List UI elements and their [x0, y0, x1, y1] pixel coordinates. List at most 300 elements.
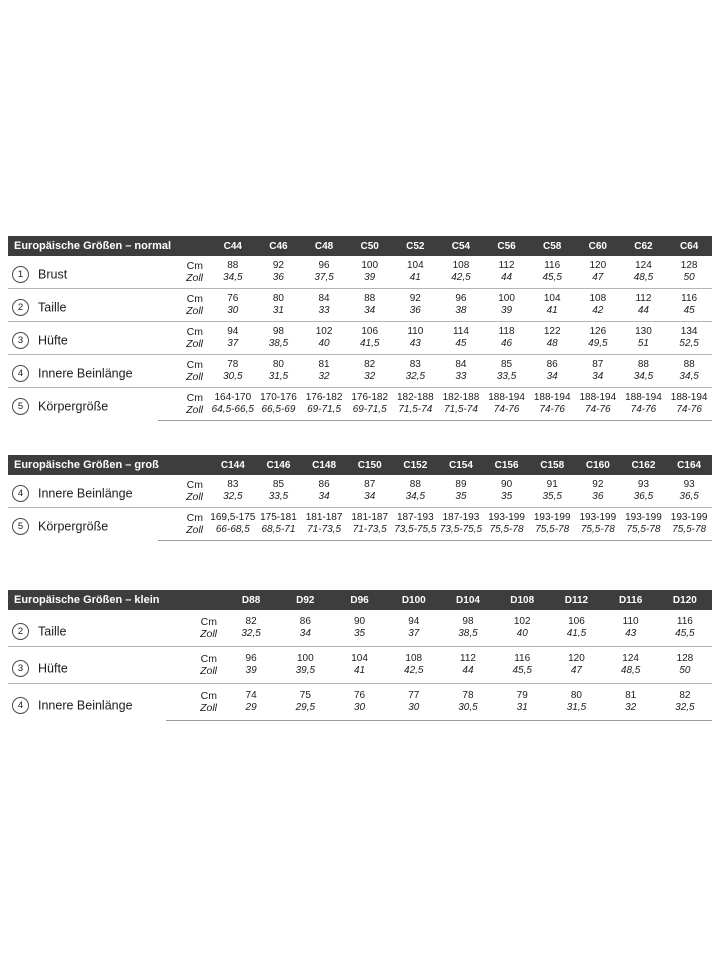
measurement-row-cm: [8, 322, 712, 339]
measurement-row-cm: [8, 256, 712, 272]
size-table-grid: [8, 236, 712, 421]
zoll-value: 48,5: [620, 665, 641, 676]
zoll-value: 36,5: [679, 491, 699, 502]
cm-value: 116: [495, 647, 549, 666]
row-number-badge: 5: [12, 398, 29, 415]
unit-zoll-label: Zoll: [186, 491, 204, 503]
zoll-value: 75,5-78: [666, 524, 712, 541]
cm-value: 84: [438, 355, 484, 372]
zoll-value: 34: [592, 371, 604, 382]
size-column-header: D116: [604, 590, 658, 610]
zoll-value: 48: [546, 338, 558, 349]
cm-value: 116: [666, 289, 712, 306]
zoll-value: 31: [272, 305, 284, 316]
zoll-value: 37: [408, 628, 420, 639]
zoll-value: 74-76: [484, 404, 530, 421]
cm-value: 74: [224, 684, 278, 703]
row-label: Innere Beinlänge: [38, 366, 133, 380]
measurement-row-cm: [8, 388, 712, 405]
row-label-cell: [8, 388, 158, 421]
size-column-header: D104: [441, 590, 495, 610]
cm-value: 187-193: [393, 508, 439, 525]
cm-value: 176-182: [347, 388, 393, 405]
cm-value: 90: [353, 616, 366, 627]
zoll-value: 32,5: [405, 371, 426, 382]
cm-value: 98: [256, 322, 302, 339]
cm-value: 86: [299, 616, 311, 627]
zoll-value: 30: [387, 702, 441, 721]
size-column-header: C154: [438, 455, 484, 475]
zoll-value: 69-71,5: [301, 404, 347, 421]
zoll-value: 73,5-75,5: [438, 524, 484, 541]
row-label: Körpergröße: [38, 519, 109, 534]
zoll-value: 71,5-74: [438, 404, 484, 421]
cm-value: 88: [409, 479, 421, 490]
cm-value: 100: [278, 647, 332, 666]
zoll-value: 35: [353, 628, 366, 639]
zoll-value: 36: [409, 305, 421, 316]
zoll-value: 32,5: [241, 628, 261, 639]
table-title: Europäische Größen – klein: [8, 590, 224, 610]
zoll-value: 39,5: [295, 665, 316, 676]
zoll-value: 32: [364, 371, 376, 382]
unit-zoll-label: Zoll: [166, 702, 224, 721]
zoll-value: 43: [409, 338, 421, 349]
zoll-value: 31,5: [268, 371, 289, 382]
zoll-value: 30: [332, 702, 386, 721]
cm-value: 85: [272, 479, 285, 490]
unit-zoll-label: Zoll: [186, 305, 203, 317]
zoll-value: 75,5-78: [575, 524, 621, 541]
zoll-value: 34: [364, 491, 376, 502]
row-number-badge: 3: [12, 660, 29, 677]
measurement-row-cm: [8, 508, 712, 525]
zoll-value: 32: [318, 371, 330, 382]
cm-value: 120: [589, 260, 607, 271]
zoll-value: 44: [501, 272, 513, 283]
cm-value: 128: [658, 647, 712, 666]
cm-value: 79: [495, 684, 549, 703]
row-number-badge: 4: [12, 365, 29, 382]
cm-value: 181-187: [301, 508, 347, 525]
cm-value: 181-187: [347, 508, 393, 525]
size-column-header: D120: [658, 590, 712, 610]
zoll-value: 74-76: [621, 404, 667, 421]
cm-value: 96: [438, 289, 484, 306]
cm-value: 86: [529, 355, 575, 372]
cm-value: 78: [210, 355, 256, 372]
row-label: Taille: [38, 300, 67, 314]
cm-value: 82: [658, 684, 712, 703]
row-number-badge: 2: [12, 299, 29, 316]
row-label: Hüfte: [38, 661, 68, 675]
zoll-value: 45,5: [512, 665, 532, 676]
table-title: Europäische Größen – normal: [8, 236, 210, 256]
row-label: Hüfte: [38, 333, 68, 347]
cm-value: 126: [575, 322, 621, 339]
cm-value: 193-199: [529, 508, 575, 525]
cm-value: 124: [635, 260, 652, 271]
zoll-value: 51: [637, 338, 649, 349]
table-header-row: [8, 590, 712, 610]
row-label-cell: [8, 647, 166, 684]
size-column-header: C164: [666, 455, 712, 475]
cm-value: 76: [332, 684, 386, 703]
size-column-header: C50: [347, 236, 393, 256]
zoll-value: 41: [409, 272, 421, 283]
cm-value: 85: [484, 355, 530, 372]
cm-value: 110: [393, 322, 439, 339]
row-number-badge: 4: [12, 697, 29, 714]
zoll-value: 75,5-78: [484, 524, 530, 541]
cm-value: 76: [210, 289, 256, 306]
cm-value: 104: [529, 289, 575, 306]
cm-value: 188-194: [484, 388, 530, 405]
cm-value: 164-170: [210, 388, 256, 405]
zoll-value: 36: [272, 272, 284, 283]
cm-value: 89: [455, 479, 467, 490]
cm-value: 176-182: [301, 388, 347, 405]
cm-value: 88: [227, 260, 239, 271]
unit-cm-label: Cm: [186, 479, 204, 491]
cm-value: 110: [622, 616, 639, 627]
row-label: Innere Beinlänge: [38, 698, 133, 713]
unit-zoll-label: Zoll: [200, 628, 217, 640]
size-column-header: D92: [278, 590, 332, 610]
unit-zoll-label: Zoll: [200, 665, 217, 677]
zoll-value: 75,5-78: [621, 524, 667, 541]
zoll-value: 31: [495, 702, 549, 721]
zoll-value: 34: [299, 628, 311, 639]
cm-value: 94: [210, 322, 256, 339]
zoll-value: 49,5: [588, 338, 608, 349]
size-column-header: C148: [301, 455, 347, 475]
zoll-value: 43: [625, 628, 637, 639]
zoll-value: 34: [546, 371, 558, 382]
size-column-header: C44: [210, 236, 256, 256]
zoll-value: 40: [318, 338, 330, 349]
zoll-value: 35: [501, 491, 513, 502]
cm-value: 92: [393, 289, 439, 306]
zoll-value: 71-73,5: [347, 524, 393, 541]
size-column-header: C60: [575, 236, 621, 256]
size-table-normal: [8, 236, 712, 421]
cm-value: 112: [621, 289, 667, 306]
zoll-value: 42: [592, 305, 604, 316]
size-column-header: C150: [347, 455, 393, 475]
cm-value: 100: [361, 260, 379, 271]
unit-zoll-label: Zoll: [158, 524, 210, 541]
zoll-value: 45,5: [542, 272, 562, 283]
cm-value: 108: [575, 289, 621, 306]
row-number-badge: 1: [12, 266, 29, 283]
zoll-value: 45: [455, 338, 467, 349]
unit-zoll-label: Zoll: [186, 371, 203, 383]
zoll-value: 34,5: [223, 272, 243, 283]
cm-value: 81: [604, 684, 658, 703]
zoll-value: 39: [245, 665, 257, 676]
row-label: Körpergröße: [38, 399, 109, 414]
cm-value: 134: [666, 322, 712, 339]
size-column-header: C156: [484, 455, 530, 475]
unit-cm-label: Cm: [186, 260, 203, 272]
cm-value: 175-181: [256, 508, 302, 525]
cm-value: 112: [441, 647, 495, 666]
row-number-badge: 4: [12, 485, 29, 502]
zoll-value: 46: [501, 338, 513, 349]
cm-value: 193-199: [484, 508, 530, 525]
cm-value: 80: [549, 684, 603, 703]
cm-value: 102: [513, 616, 531, 627]
zoll-value: 41: [353, 665, 366, 676]
zoll-value: 34: [318, 491, 330, 502]
row-label-cell: [8, 610, 166, 647]
cm-value: 116: [676, 616, 693, 627]
cm-value: 116: [544, 260, 561, 271]
zoll-value: 52,5: [679, 338, 699, 349]
measurement-row-cm: [8, 475, 712, 491]
table-title: Europäische Größen – groß: [8, 455, 210, 475]
cm-value: 188-194: [575, 388, 621, 405]
zoll-value: 36: [592, 491, 604, 502]
zoll-value: 29,5: [278, 702, 332, 721]
zoll-value: 33,5: [496, 371, 517, 382]
zoll-value: 35: [455, 491, 467, 502]
zoll-value: 73,5-75,5: [393, 524, 439, 541]
zoll-value: 33: [318, 305, 330, 316]
zoll-value: 42,5: [451, 272, 471, 283]
zoll-value: 30: [227, 305, 239, 316]
zoll-value: 31,5: [549, 702, 603, 721]
zoll-value: 35,5: [542, 491, 562, 502]
size-column-header: C52: [393, 236, 439, 256]
zoll-value: 40: [516, 628, 528, 639]
size-table-grid: [8, 455, 712, 541]
unit-zoll-label: Zoll: [186, 338, 203, 350]
zoll-value: 33,5: [268, 491, 289, 502]
cm-value: 188-194: [621, 388, 667, 405]
unit-cm-label: Cm: [166, 684, 224, 703]
cm-value: 88: [666, 355, 712, 372]
cm-value: 78: [441, 684, 495, 703]
cm-value: 84: [301, 289, 347, 306]
cm-value: 112: [498, 260, 515, 271]
cm-value: 182-188: [438, 388, 484, 405]
table-header-row: [8, 455, 712, 475]
zoll-value: 38: [455, 305, 467, 316]
cm-value: 187-193: [438, 508, 484, 525]
size-column-header: D88: [224, 590, 278, 610]
zoll-value: 30,5: [441, 702, 495, 721]
size-column-header: C58: [529, 236, 575, 256]
row-label-cell: [8, 355, 158, 388]
zoll-value: 38,5: [458, 628, 478, 639]
cm-value: 93: [637, 479, 650, 490]
cm-value: 94: [408, 616, 420, 627]
size-column-header: D108: [495, 590, 549, 610]
cm-value: 93: [683, 479, 695, 490]
cm-value: 188-194: [666, 388, 712, 405]
cm-value: 82: [347, 355, 393, 372]
row-label-cell: [8, 684, 166, 721]
cm-value: 102: [301, 322, 347, 339]
cm-value: 91: [546, 479, 558, 490]
cm-value: 92: [272, 260, 284, 271]
zoll-value: 45: [683, 305, 695, 316]
zoll-value: 36,5: [633, 491, 654, 502]
zoll-value: 74-76: [529, 404, 575, 421]
zoll-value: 37: [227, 338, 239, 349]
zoll-value: 37,5: [314, 272, 334, 283]
row-label-cell: [8, 322, 158, 355]
cm-value: 96: [224, 647, 278, 666]
size-table-gross: [8, 455, 712, 541]
size-column-header: C152: [393, 455, 439, 475]
cm-value: 80: [256, 355, 302, 372]
cm-value: 170-176: [256, 388, 302, 405]
cm-value: 96: [318, 260, 330, 271]
zoll-value: 50: [679, 665, 691, 676]
cm-value: 83: [393, 355, 439, 372]
size-column-header: C162: [621, 455, 667, 475]
size-column-header: C62: [621, 236, 667, 256]
cm-value: 124: [604, 647, 658, 666]
zoll-value: 68,5-71: [256, 524, 302, 541]
zoll-value: 71-73,5: [301, 524, 347, 541]
zoll-value: 74-76: [575, 404, 621, 421]
cm-value: 120: [549, 647, 603, 666]
zoll-value: 50: [683, 272, 695, 283]
zoll-value: 66,5-69: [256, 404, 302, 421]
measurement-row-cm: [8, 684, 712, 703]
unit-cm-label: Cm: [158, 355, 210, 372]
row-label: Innere Beinlänge: [38, 486, 133, 500]
row-label-cell: [8, 508, 158, 541]
cm-value: 108: [452, 260, 470, 271]
measurement-row-cm: [8, 610, 712, 628]
cm-value: 188-194: [529, 388, 575, 405]
zoll-value: 41: [546, 305, 558, 316]
size-column-header: D100: [387, 590, 441, 610]
cm-value: 122: [529, 322, 575, 339]
size-column-header: C146: [256, 455, 302, 475]
cm-value: 100: [484, 289, 530, 306]
size-column-header: C46: [256, 236, 302, 256]
cm-value: 82: [245, 616, 257, 627]
unit-zoll-label: Zoll: [186, 272, 203, 284]
unit-cm-label: Cm: [200, 616, 217, 628]
unit-cm-label: Cm: [158, 322, 210, 339]
size-table-grid: [8, 590, 712, 721]
zoll-value: 41,5: [566, 628, 587, 639]
size-column-header: C160: [575, 455, 621, 475]
cm-value: 90: [501, 479, 513, 490]
size-column-header: C54: [438, 236, 484, 256]
unit-zoll-label: Zoll: [158, 404, 210, 421]
cm-value: 193-199: [621, 508, 667, 525]
row-label-cell: [8, 256, 158, 289]
row-label: Taille: [38, 624, 67, 638]
unit-cm-label: Cm: [158, 508, 210, 525]
cm-value: 193-199: [575, 508, 621, 525]
unit-cm-label: Cm: [166, 647, 224, 666]
cm-value: 130: [621, 322, 667, 339]
zoll-value: 34,5: [405, 491, 426, 502]
zoll-value: 45,5: [675, 628, 695, 639]
zoll-value: 71,5-74: [393, 404, 439, 421]
zoll-value: 64,5-66,5: [210, 404, 256, 421]
table-header-row: [8, 236, 712, 256]
cm-value: 87: [364, 479, 376, 490]
size-column-header: C64: [666, 236, 712, 256]
cm-value: 106: [568, 616, 585, 627]
cm-value: 92: [592, 479, 604, 490]
zoll-value: 44: [637, 305, 649, 316]
cm-value: 108: [387, 647, 441, 666]
zoll-value: 39: [364, 272, 376, 283]
zoll-value: 30,5: [223, 371, 243, 382]
cm-value: 104: [406, 260, 424, 271]
size-column-header: C144: [210, 455, 256, 475]
cm-value: 83: [227, 479, 239, 490]
row-number-badge: 5: [12, 518, 29, 535]
zoll-value: 41,5: [359, 338, 380, 349]
zoll-value: 39: [501, 305, 513, 316]
zoll-value: 75,5-78: [529, 524, 575, 541]
zoll-value: 32,5: [223, 491, 243, 502]
zoll-value: 69-71,5: [347, 404, 393, 421]
size-column-header: C158: [529, 455, 575, 475]
zoll-value: 44: [462, 665, 474, 676]
size-column-header: D96: [332, 590, 386, 610]
cm-value: 106: [347, 322, 393, 339]
cm-value: 88: [347, 289, 393, 306]
unit-cm-label: Cm: [158, 289, 210, 306]
zoll-value: 66-68,5: [210, 524, 256, 541]
cm-value: 75: [278, 684, 332, 703]
cm-value: 81: [301, 355, 347, 372]
zoll-value: 32: [604, 702, 658, 721]
cm-value: 87: [575, 355, 621, 372]
cm-value: 193-199: [666, 508, 712, 525]
cm-value: 86: [318, 479, 330, 490]
cm-value: 98: [462, 616, 474, 627]
zoll-value: 42,5: [404, 665, 424, 676]
cm-value: 169,5-175: [210, 508, 256, 525]
zoll-value: 34: [364, 305, 376, 316]
row-label-cell: [8, 289, 158, 322]
unit-cm-label: Cm: [158, 388, 210, 405]
row-label-cell: [8, 475, 158, 508]
size-table-klein: [8, 590, 712, 721]
cm-value: 104: [332, 647, 386, 666]
zoll-value: 47: [570, 665, 582, 676]
cm-value: 77: [387, 684, 441, 703]
row-number-badge: 3: [12, 332, 29, 349]
measurement-row-cm: [8, 647, 712, 666]
row-number-badge: 2: [12, 623, 29, 640]
measurement-row-cm: [8, 289, 712, 306]
cm-value: 80: [256, 289, 302, 306]
zoll-value: 74-76: [666, 404, 712, 421]
zoll-value: 33: [455, 371, 467, 382]
measurement-row-cm: [8, 355, 712, 372]
size-column-header: C56: [484, 236, 530, 256]
cm-value: 88: [621, 355, 667, 372]
cm-value: 128: [680, 260, 698, 271]
cm-value: 114: [438, 322, 484, 339]
zoll-value: 29: [224, 702, 278, 721]
